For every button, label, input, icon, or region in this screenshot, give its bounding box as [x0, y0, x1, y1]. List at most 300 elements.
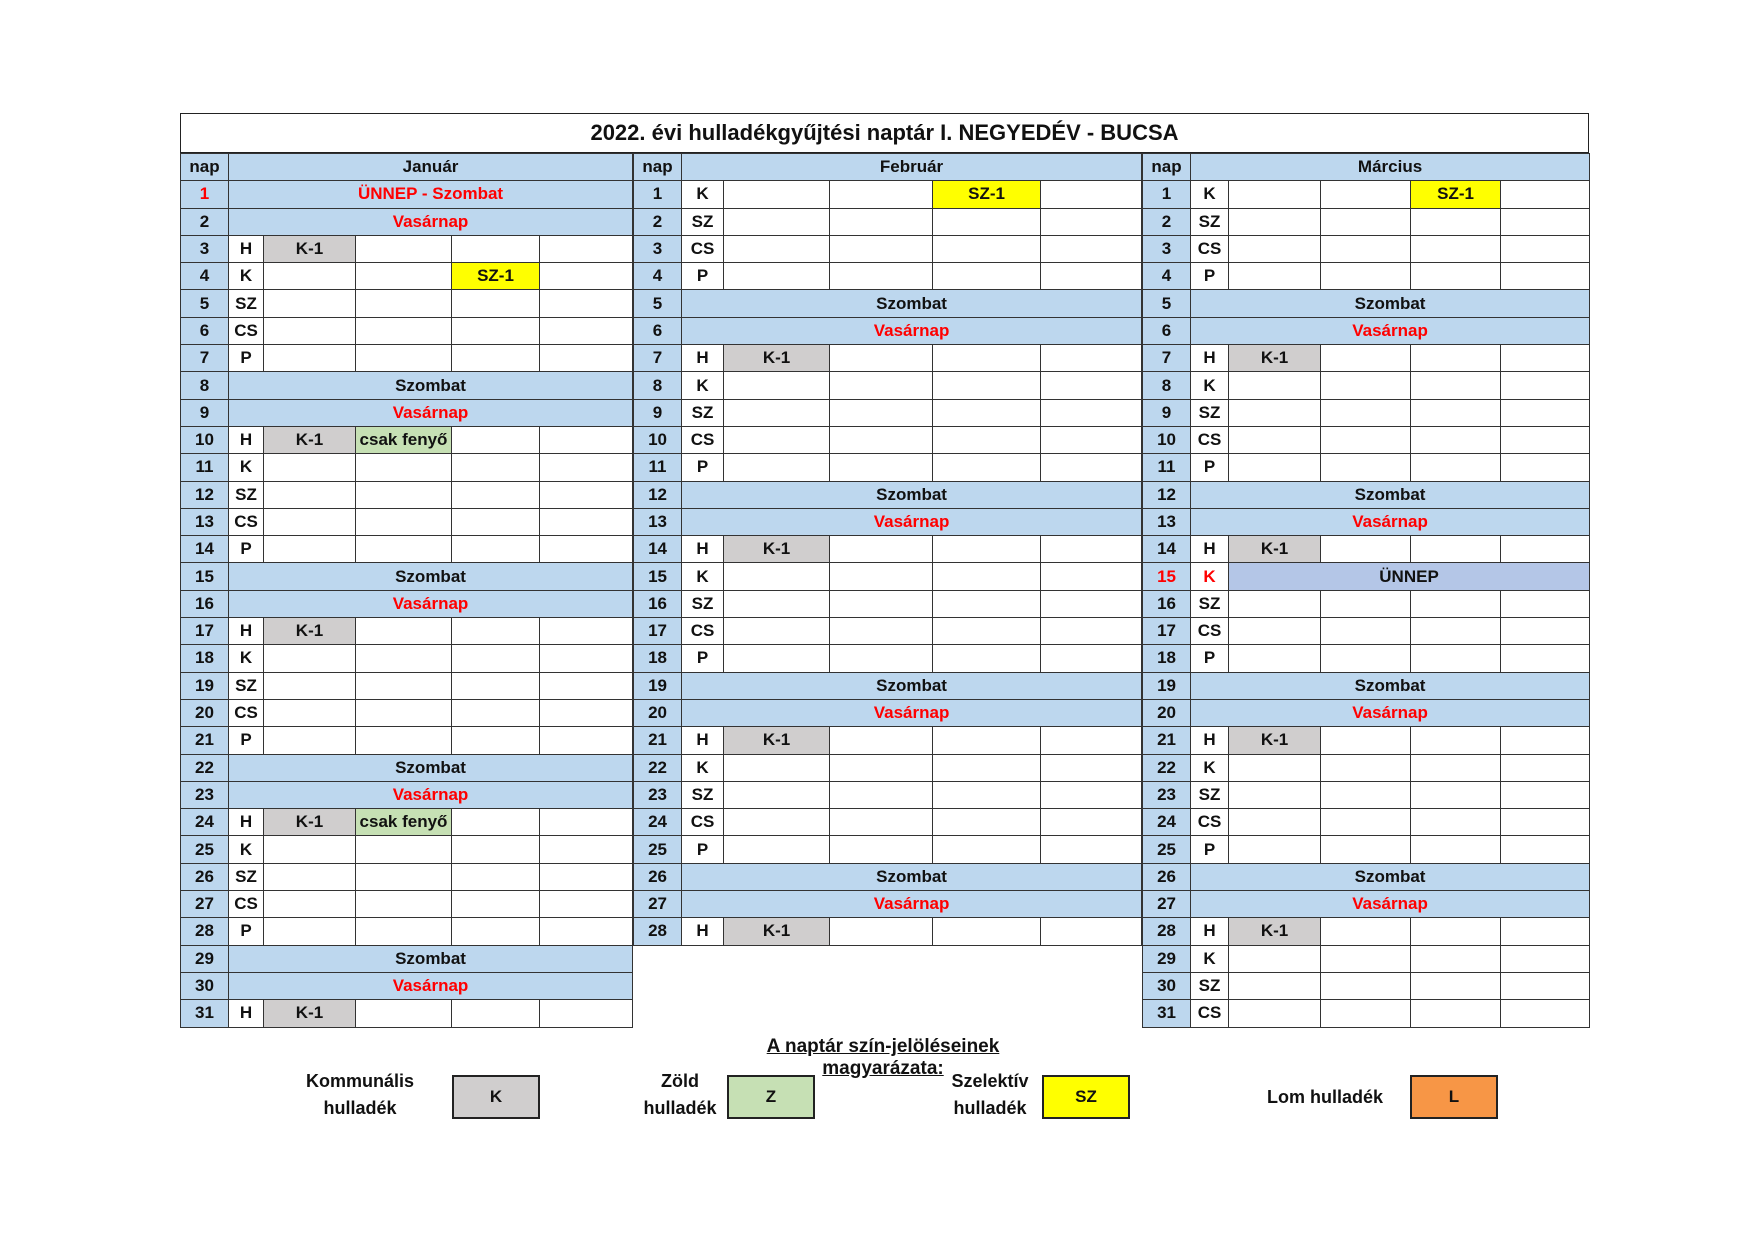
empty-cell — [1321, 345, 1411, 372]
day-number: 6 — [181, 317, 229, 344]
weekday: CS — [1191, 618, 1229, 645]
empty-cell — [724, 399, 830, 426]
empty-cell — [1411, 590, 1501, 617]
day-row — [1143, 399, 1590, 426]
day-number: 1 — [634, 181, 682, 208]
weekday: CS — [1191, 809, 1229, 836]
collection-cell: K-1 — [1229, 918, 1321, 945]
day-number: 22 — [634, 754, 682, 781]
empty-cell — [724, 836, 830, 863]
empty-cell — [452, 672, 540, 699]
empty-cell — [724, 372, 830, 399]
day-number: 23 — [181, 781, 229, 808]
empty-cell — [1229, 1000, 1321, 1027]
day-number: 14 — [1143, 536, 1191, 563]
empty-cell — [933, 454, 1041, 481]
empty-cell — [1041, 235, 1142, 262]
empty-cell — [1501, 972, 1590, 999]
day-row — [1143, 645, 1590, 672]
day-row — [634, 645, 1142, 672]
empty-cell — [1501, 399, 1590, 426]
empty-cell — [452, 536, 540, 563]
weekend-label: Szombat — [1191, 481, 1590, 508]
day-number: 25 — [1143, 836, 1191, 863]
empty-cell — [356, 699, 452, 726]
empty-cell — [356, 508, 452, 535]
day-number: 7 — [181, 345, 229, 372]
day-number: 18 — [1143, 645, 1191, 672]
empty-cell — [356, 263, 452, 290]
day-row — [181, 508, 633, 535]
collection-cell: K-1 — [724, 918, 830, 945]
day-number: 15 — [1143, 563, 1191, 590]
legend-label-komm-line1: Kommunális — [305, 1071, 415, 1091]
empty-cell — [1411, 235, 1501, 262]
holiday-label: ÜNNEP — [1229, 563, 1590, 590]
day-row — [634, 235, 1142, 262]
weekday: P — [682, 454, 724, 481]
empty-cell — [452, 345, 540, 372]
day-number: 5 — [634, 290, 682, 317]
weekday: H — [229, 1000, 264, 1027]
empty-cell — [1321, 1000, 1411, 1027]
empty-cell — [1321, 263, 1411, 290]
empty-cell — [1321, 754, 1411, 781]
empty-cell — [933, 836, 1041, 863]
day-row — [1143, 317, 1590, 344]
day-number: 10 — [634, 426, 682, 453]
day-number: 8 — [181, 372, 229, 399]
empty-cell — [452, 891, 540, 918]
collection-cell: SZ-1 — [452, 263, 540, 290]
empty-cell — [1041, 345, 1142, 372]
empty-cell — [1501, 809, 1590, 836]
empty-cell — [1229, 781, 1321, 808]
day-number: 13 — [181, 508, 229, 535]
empty-cell — [1041, 809, 1142, 836]
weekday: P — [682, 645, 724, 672]
empty-cell — [724, 181, 830, 208]
day-number: 3 — [181, 235, 229, 262]
day-number: 26 — [634, 863, 682, 890]
day-row — [1143, 781, 1590, 808]
empty-cell — [933, 809, 1041, 836]
empty-cell — [264, 699, 356, 726]
weekday: H — [1191, 536, 1229, 563]
weekday: P — [1191, 836, 1229, 863]
weekday: SZ — [682, 399, 724, 426]
months-container — [180, 153, 1589, 1028]
day-number: 21 — [1143, 727, 1191, 754]
empty-cell — [356, 863, 452, 890]
empty-cell — [264, 345, 356, 372]
day-row — [1143, 181, 1590, 208]
legend-label-zold-line1: Zöld — [661, 1071, 699, 1091]
empty-cell — [933, 754, 1041, 781]
day-row — [1143, 699, 1590, 726]
day-number: 19 — [1143, 672, 1191, 699]
day-number: 4 — [634, 263, 682, 290]
weekday: K — [682, 372, 724, 399]
empty-cell — [264, 918, 356, 945]
empty-cell — [830, 399, 933, 426]
empty-cell — [1229, 754, 1321, 781]
empty-cell — [1501, 208, 1590, 235]
weekday: P — [229, 727, 264, 754]
empty-cell — [830, 618, 933, 645]
empty-cell — [452, 699, 540, 726]
empty-cell — [540, 345, 633, 372]
empty-cell — [540, 836, 633, 863]
day-number: 23 — [1143, 781, 1191, 808]
empty-cell — [1501, 645, 1590, 672]
empty-cell — [452, 645, 540, 672]
empty-cell — [830, 590, 933, 617]
empty-cell — [830, 809, 933, 836]
legend-box-szel: SZ — [1042, 1075, 1130, 1119]
weekday: K — [229, 263, 264, 290]
empty-cell — [933, 235, 1041, 262]
empty-cell — [933, 645, 1041, 672]
weekend-label: Szombat — [229, 563, 633, 590]
day-number: 20 — [634, 699, 682, 726]
empty-cell — [1501, 345, 1590, 372]
day-row — [1143, 508, 1590, 535]
nap-header: nap — [634, 154, 682, 181]
day-number: 9 — [1143, 399, 1191, 426]
empty-cell — [830, 235, 933, 262]
empty-cell — [830, 536, 933, 563]
weekday: H — [1191, 918, 1229, 945]
empty-cell — [1501, 754, 1590, 781]
day-row — [634, 208, 1142, 235]
weekday: H — [229, 809, 264, 836]
empty-cell — [540, 536, 633, 563]
day-row — [634, 809, 1142, 836]
day-number: 31 — [181, 1000, 229, 1027]
day-row — [1143, 918, 1590, 945]
empty-cell — [356, 481, 452, 508]
day-row — [181, 754, 633, 781]
day-row — [181, 563, 633, 590]
empty-cell — [830, 208, 933, 235]
weekend-label: Vasárnap — [1191, 317, 1590, 344]
day-number: 24 — [1143, 809, 1191, 836]
empty-cell — [1041, 645, 1142, 672]
day-row — [1143, 972, 1590, 999]
day-number: 4 — [1143, 263, 1191, 290]
day-number: 26 — [1143, 863, 1191, 890]
weekday: P — [229, 918, 264, 945]
day-number: 26 — [181, 863, 229, 890]
day-row — [634, 345, 1142, 372]
day-number: 9 — [634, 399, 682, 426]
day-row — [634, 836, 1142, 863]
empty-cell — [452, 317, 540, 344]
empty-cell — [830, 836, 933, 863]
day-row — [1143, 618, 1590, 645]
day-row — [181, 727, 633, 754]
empty-cell — [1411, 536, 1501, 563]
weekday: CS — [229, 508, 264, 535]
empty-cell — [452, 426, 540, 453]
legend-label-szel-line2: hulladék — [953, 1098, 1027, 1118]
empty-cell — [540, 508, 633, 535]
weekend-label: Szombat — [229, 372, 633, 399]
day-row — [181, 481, 633, 508]
collection-cell: K-1 — [1229, 727, 1321, 754]
day-row — [634, 781, 1142, 808]
empty-cell — [724, 263, 830, 290]
day-number: 1 — [181, 181, 229, 208]
empty-cell — [1501, 454, 1590, 481]
empty-cell — [540, 481, 633, 508]
day-row — [181, 1000, 633, 1027]
empty-cell — [724, 754, 830, 781]
empty-cell — [1411, 645, 1501, 672]
empty-cell — [452, 481, 540, 508]
empty-cell — [264, 508, 356, 535]
empty-cell — [1321, 399, 1411, 426]
month-header-row — [1143, 154, 1590, 181]
day-number: 17 — [634, 618, 682, 645]
day-row — [181, 290, 633, 317]
day-row — [1143, 863, 1590, 890]
empty-cell — [1411, 208, 1501, 235]
day-row — [634, 317, 1142, 344]
empty-cell — [1321, 618, 1411, 645]
empty-cell — [264, 891, 356, 918]
day-row — [181, 235, 633, 262]
empty-cell — [830, 918, 933, 945]
empty-cell — [1041, 754, 1142, 781]
weekday: CS — [229, 699, 264, 726]
weekend-label: Vasárnap — [1191, 891, 1590, 918]
empty-cell — [264, 481, 356, 508]
weekend-label: Szombat — [229, 945, 633, 972]
collection-cell: K-1 — [724, 727, 830, 754]
day-row — [1143, 672, 1590, 699]
empty-cell — [1229, 590, 1321, 617]
empty-cell — [1229, 426, 1321, 453]
empty-cell — [1041, 208, 1142, 235]
day-row — [1143, 754, 1590, 781]
weekday: P — [682, 836, 724, 863]
empty-cell — [830, 426, 933, 453]
empty-cell — [356, 345, 452, 372]
empty-cell — [1411, 345, 1501, 372]
day-number: 3 — [1143, 235, 1191, 262]
collection-cell: SZ-1 — [1411, 181, 1501, 208]
collection-cell: csak fenyő — [356, 809, 452, 836]
weekday: CS — [229, 317, 264, 344]
empty-cell — [264, 672, 356, 699]
day-row — [634, 918, 1142, 945]
day-row — [634, 590, 1142, 617]
empty-cell — [830, 781, 933, 808]
empty-cell — [933, 727, 1041, 754]
day-number: 21 — [181, 727, 229, 754]
legend-box-zold: Z — [727, 1075, 815, 1119]
day-number: 24 — [181, 809, 229, 836]
day-row — [1143, 1000, 1590, 1027]
day-row — [634, 426, 1142, 453]
weekday: P — [229, 345, 264, 372]
empty-cell — [724, 235, 830, 262]
day-row — [181, 645, 633, 672]
day-row — [1143, 290, 1590, 317]
empty-cell — [933, 590, 1041, 617]
empty-cell — [933, 372, 1041, 399]
day-row — [634, 454, 1142, 481]
empty-cell — [1411, 972, 1501, 999]
day-row — [181, 399, 633, 426]
weekday: H — [229, 618, 264, 645]
day-number: 10 — [181, 426, 229, 453]
empty-cell — [1321, 372, 1411, 399]
empty-cell — [1321, 645, 1411, 672]
weekend-label: Vasárnap — [682, 891, 1142, 918]
day-row — [181, 536, 633, 563]
day-number: 5 — [1143, 290, 1191, 317]
weekday: K — [1191, 563, 1229, 590]
empty-cell — [452, 918, 540, 945]
empty-cell — [356, 836, 452, 863]
empty-cell — [356, 1000, 452, 1027]
day-number: 3 — [634, 235, 682, 262]
empty-cell — [1501, 235, 1590, 262]
weekday: P — [1191, 454, 1229, 481]
nap-header: nap — [1143, 154, 1191, 181]
empty-cell — [830, 454, 933, 481]
weekday: P — [682, 263, 724, 290]
day-number: 30 — [1143, 972, 1191, 999]
day-row — [1143, 263, 1590, 290]
empty-cell — [1041, 536, 1142, 563]
weekend-label: Vasárnap — [682, 508, 1142, 535]
legend-label-lom-line1: Lom hulladék — [1266, 1087, 1383, 1107]
empty-cell — [264, 317, 356, 344]
day-row — [181, 263, 633, 290]
day-number: 16 — [634, 590, 682, 617]
empty-cell — [1321, 809, 1411, 836]
day-number: 28 — [634, 918, 682, 945]
day-row — [634, 399, 1142, 426]
day-number: 11 — [181, 454, 229, 481]
collection-cell: K-1 — [264, 809, 356, 836]
day-row — [634, 754, 1142, 781]
legend-label-szel — [935, 1068, 1045, 1122]
empty-cell — [830, 263, 933, 290]
month-name: Január — [229, 154, 633, 181]
empty-cell — [1501, 536, 1590, 563]
empty-cell — [1041, 181, 1142, 208]
empty-cell — [1041, 426, 1142, 453]
day-row — [634, 672, 1142, 699]
day-number: 17 — [1143, 618, 1191, 645]
empty-cell — [1411, 399, 1501, 426]
empty-cell — [264, 454, 356, 481]
day-row — [1143, 345, 1590, 372]
empty-cell — [356, 317, 452, 344]
empty-cell — [452, 508, 540, 535]
empty-cell — [452, 290, 540, 317]
empty-cell — [1229, 399, 1321, 426]
day-number: 11 — [634, 454, 682, 481]
empty-cell — [540, 891, 633, 918]
day-row — [634, 563, 1142, 590]
month-name: Február — [682, 154, 1142, 181]
empty-cell — [540, 426, 633, 453]
day-row — [181, 317, 633, 344]
collection-cell: K-1 — [724, 536, 830, 563]
weekday: SZ — [1191, 972, 1229, 999]
weekday: H — [682, 345, 724, 372]
weekday: SZ — [682, 781, 724, 808]
day-number: 18 — [181, 645, 229, 672]
empty-cell — [1041, 372, 1142, 399]
weekday: CS — [682, 426, 724, 453]
empty-cell — [356, 290, 452, 317]
empty-cell — [1229, 809, 1321, 836]
weekend-label: Vasárnap — [682, 317, 1142, 344]
day-row — [181, 891, 633, 918]
weekday: SZ — [229, 481, 264, 508]
weekday: H — [682, 536, 724, 563]
empty-cell — [356, 727, 452, 754]
weekday: K — [682, 181, 724, 208]
empty-cell — [540, 263, 633, 290]
day-row — [181, 809, 633, 836]
day-row — [181, 863, 633, 890]
empty-cell — [356, 454, 452, 481]
day-number: 19 — [634, 672, 682, 699]
empty-cell — [1501, 372, 1590, 399]
empty-cell — [724, 618, 830, 645]
day-number: 22 — [181, 754, 229, 781]
empty-cell — [264, 290, 356, 317]
empty-cell — [1321, 181, 1411, 208]
day-row — [181, 345, 633, 372]
day-row — [1143, 454, 1590, 481]
day-row — [181, 918, 633, 945]
weekday: SZ — [229, 290, 264, 317]
empty-cell — [933, 426, 1041, 453]
day-number: 20 — [181, 699, 229, 726]
collection-cell: K-1 — [264, 235, 356, 262]
month-table-january — [180, 153, 633, 1028]
empty-cell — [1321, 590, 1411, 617]
day-row — [634, 536, 1142, 563]
day-number: 13 — [1143, 508, 1191, 535]
empty-cell — [452, 235, 540, 262]
empty-cell — [356, 536, 452, 563]
empty-cell — [356, 672, 452, 699]
weekday: K — [229, 836, 264, 863]
legend-label-komm-line2: hulladék — [323, 1098, 397, 1118]
day-row — [181, 454, 633, 481]
day-number: 14 — [634, 536, 682, 563]
empty-cell — [1501, 1000, 1590, 1027]
empty-cell — [1501, 618, 1590, 645]
legend-box-komm: K — [452, 1075, 540, 1119]
day-row — [1143, 836, 1590, 863]
empty-cell — [540, 1000, 633, 1027]
weekend-label: Vasárnap — [1191, 699, 1590, 726]
day-row — [1143, 945, 1590, 972]
day-number: 17 — [181, 618, 229, 645]
day-row — [634, 699, 1142, 726]
